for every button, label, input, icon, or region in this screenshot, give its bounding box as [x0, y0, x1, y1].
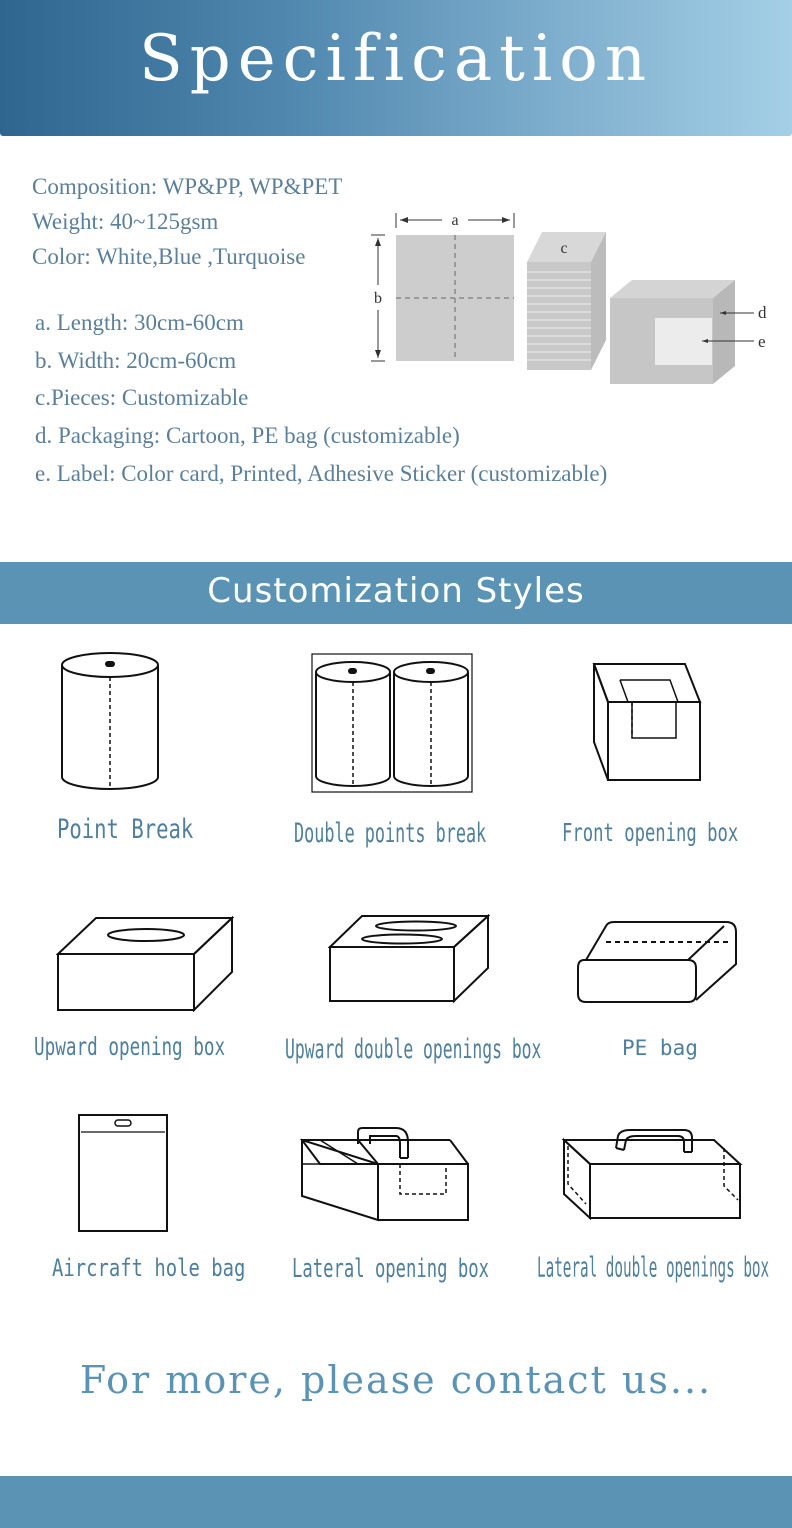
spec-width: b. Width: 20cm-60cm: [35, 348, 237, 373]
style-label-aircraft-hole-bag: Aircraft hole bag: [52, 1254, 246, 1282]
single-roll-icon: [58, 648, 162, 794]
lateral-opening-box-icon: [300, 1124, 472, 1222]
style-label-front-opening-box: Front opening box: [562, 818, 739, 847]
spec-packaging: d. Packaging: Cartoon, PE bag (customizable): [35, 423, 460, 448]
style-label-lateral-opening-box: Lateral opening box: [292, 1254, 489, 1284]
spec-diagram: [360, 205, 780, 395]
dim-d-label: d: [758, 303, 767, 322]
banner-title: Customization Styles: [207, 571, 585, 611]
dim-e-label: e: [758, 332, 766, 351]
page-title: Specification: [138, 22, 654, 96]
upward-opening-box-icon: [56, 914, 234, 1012]
pe-bag-icon: [576, 920, 740, 1004]
spec-weight: Weight: 40~125gsm: [32, 209, 219, 234]
style-label-upward-opening-box: Upward opening box: [34, 1032, 226, 1061]
spec-composition: Composition: WP&PP, WP&PET: [32, 174, 343, 199]
spec-label: e. Label: Color card, Printed, Adhesive Sticker (customizable): [35, 461, 608, 486]
style-label-pe-bag: PE bag: [622, 1036, 698, 1060]
aircraft-hole-bag-icon: [76, 1112, 170, 1234]
dim-c-label: c: [560, 240, 568, 257]
spec-color: Color: White,Blue ,Turquoise: [32, 244, 306, 269]
upward-double-openings-box-icon: [328, 914, 490, 1004]
customization-banner: [0, 562, 792, 624]
style-label-double-points-break: Double points break: [294, 818, 487, 848]
style-label-lateral-double-openings-box: Lateral double openings box: [537, 1252, 770, 1284]
spec-pieces: c.Pieces: Customizable: [35, 385, 249, 410]
dim-b-label: b: [374, 290, 382, 307]
spec-length: a. Length: 30cm-60cm: [35, 310, 244, 335]
lateral-double-openings-box-icon: [560, 1124, 744, 1222]
double-roll-icon: [310, 652, 474, 794]
style-label-upward-double-openings-box: Upward double openings box: [285, 1034, 542, 1064]
header-bar: [0, 0, 792, 136]
dim-a-label: a: [451, 212, 459, 229]
style-label-point-break: Point Break: [57, 814, 194, 844]
footer-bar: [0, 1476, 792, 1528]
front-opening-box-icon: [590, 660, 704, 784]
contact-text: For more, please contact us...: [79, 1358, 713, 1402]
